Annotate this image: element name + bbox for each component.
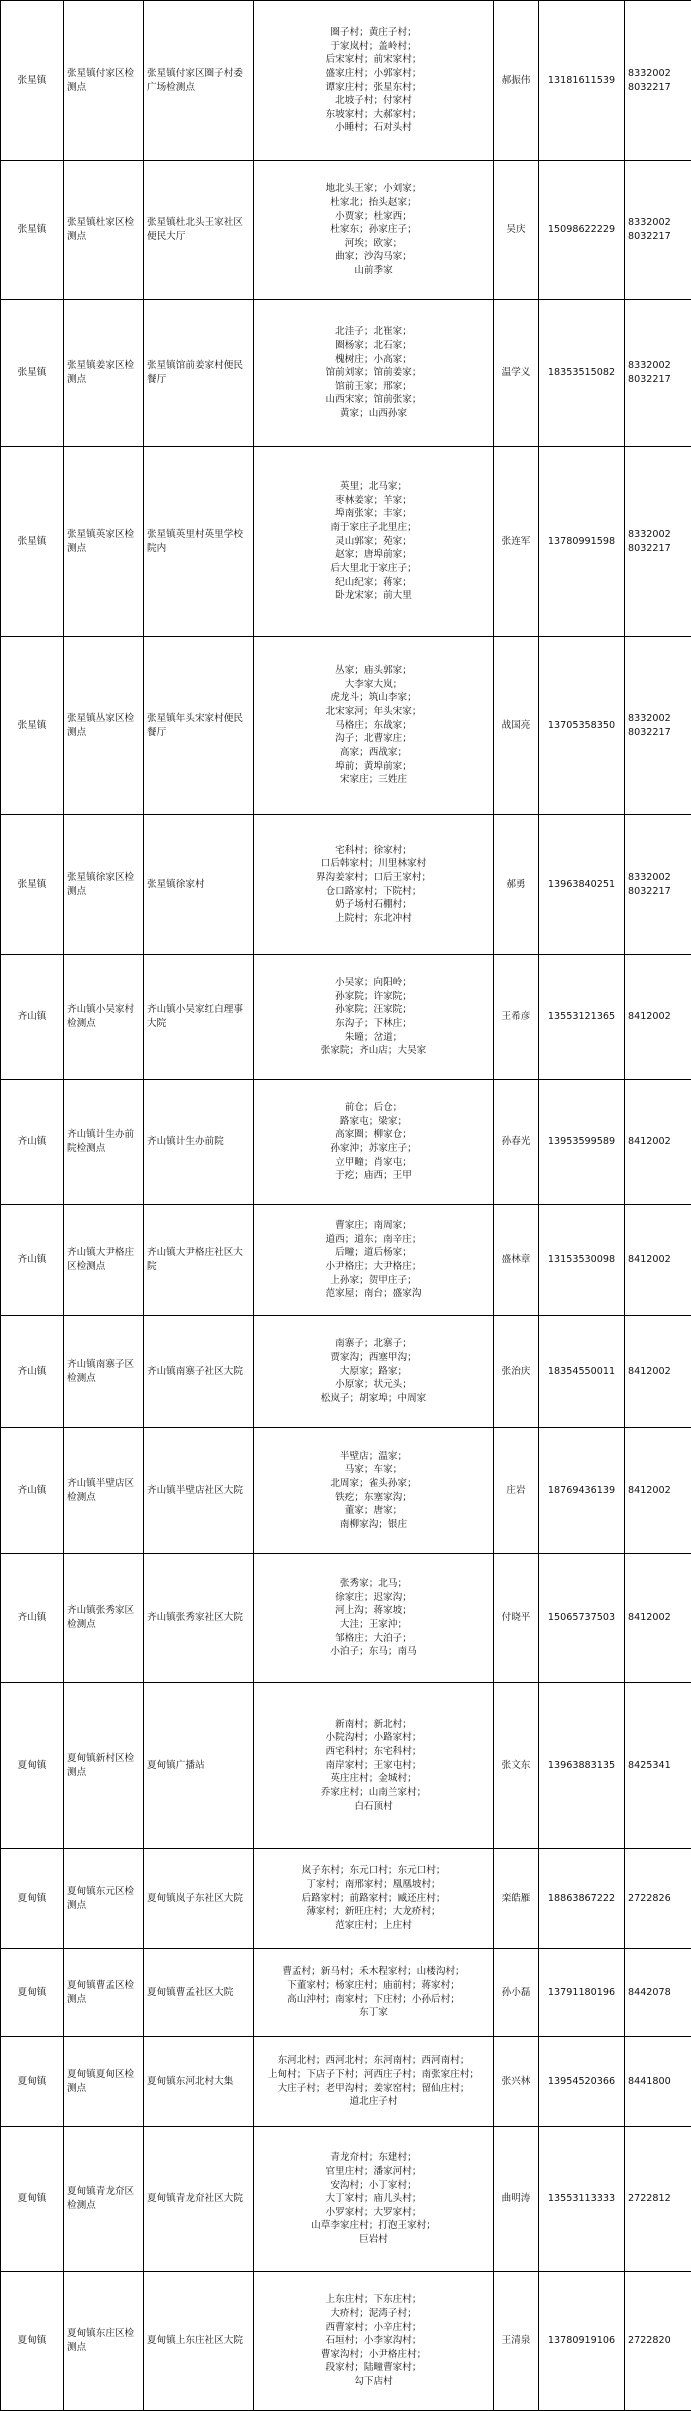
table-row: [1, 2127, 691, 2272]
table-row: [1, 637, 691, 815]
village-line: 口后韩家村；川里林家村: [256, 857, 491, 871]
village-line: 赵家；唐埠前家；: [256, 548, 491, 562]
contact-person-cell: 吴庆: [494, 161, 539, 300]
office-tel-line: 8332002: [628, 67, 691, 81]
checkpoint-name-cell: 齐山镇半壁店区检测点: [64, 1428, 144, 1554]
village-line: 马家；车家；: [256, 1463, 491, 1477]
village-line: 薄家村；新旺庄村；大龙疥村；: [256, 1905, 491, 1919]
checkpoint-name-cell: 张星镇英家区检测点: [64, 447, 144, 637]
village-line: 巨岩村: [256, 2233, 491, 2247]
office-tel-line: 8412002: [628, 1611, 691, 1625]
village-line: 新南村；新北村；: [256, 1718, 491, 1732]
village-line: 灵山郭家；苑家；: [256, 535, 491, 549]
village-line: 范家屋；南台；盛家沟: [256, 1287, 491, 1301]
villages-cell: [254, 815, 494, 955]
village-line: 后疃；道后杨家；: [256, 1246, 491, 1260]
contact-person-cell: 张治庆: [494, 1316, 539, 1428]
office-tel-line: 8032217: [628, 726, 691, 740]
village-line: 曹家沟村；小尹格庄村；: [256, 2348, 491, 2362]
mobile-phone-cell: 13705358350: [539, 637, 625, 815]
contact-person-cell: 庄岩: [494, 1428, 539, 1554]
mobile-phone-cell: 13153530098: [539, 1205, 625, 1316]
location-cell: 夏甸镇青龙夼社区大院: [144, 2127, 254, 2272]
village-line: 贾家沟；西塞甲沟；: [256, 1351, 491, 1365]
village-line: 孙家院；许家院；: [256, 990, 491, 1004]
village-line: 西曹家村；小辛庄村；: [256, 2321, 491, 2335]
table-row: [1, 1683, 691, 1849]
contact-person-cell: 曲明涛: [494, 2127, 539, 2272]
town-cell: 张星镇: [1, 300, 64, 447]
office-tel-cell: [625, 2127, 691, 2272]
villages-cell: [254, 447, 494, 637]
mobile-phone-cell: 13181611539: [539, 1, 625, 161]
town-cell: 夏甸镇: [1, 2272, 64, 2411]
village-line: 铁疙；东塞家沟；: [256, 1491, 491, 1505]
office-tel-cell: [625, 2037, 691, 2127]
office-tel-line: 8332002: [628, 359, 691, 373]
mobile-phone-cell: 13780991598: [539, 447, 625, 637]
contact-person-cell: 孙小磊: [494, 1949, 539, 2037]
village-line: 安沟村；小丁家村；: [256, 2179, 491, 2193]
office-tel-line: 8332002: [628, 871, 691, 885]
mobile-phone-cell: 13791180196: [539, 1949, 625, 2037]
office-tel-cell: [625, 815, 691, 955]
villages-cell: [254, 955, 494, 1080]
location-cell: 齐山镇计生办前院: [144, 1080, 254, 1205]
village-line: 邹格庄；大泊子；: [256, 1632, 491, 1646]
village-line: 上院村；东北冲村: [256, 912, 491, 926]
office-tel-line: 8032217: [628, 542, 691, 556]
location-cell: 张星镇徐家村: [144, 815, 254, 955]
table-row: [1, 1205, 691, 1316]
village-line: 孙家院；汪家院；: [256, 1003, 491, 1017]
contact-person-cell: 盛林章: [494, 1205, 539, 1316]
village-line: 大原家；路家；: [256, 1365, 491, 1379]
checkpoint-name-cell: 张星镇付家区检测点: [64, 1, 144, 161]
village-line: 石垣村；小李家沟村；: [256, 2334, 491, 2348]
office-tel-cell: [625, 955, 691, 1080]
contact-person-cell: 王希彦: [494, 955, 539, 1080]
village-line: 官里庄村；潘家河村；: [256, 2165, 491, 2179]
town-cell: 齐山镇: [1, 1428, 64, 1554]
checkpoint-name-cell: 齐山镇小吴家村检测点: [64, 955, 144, 1080]
office-tel-cell: [625, 1080, 691, 1205]
village-line: 沟子；北曹家庄；: [256, 732, 491, 746]
village-line: 北宋家河；年头宋家；: [256, 705, 491, 719]
table-row: [1, 1316, 691, 1428]
village-line: 东沟子；下林庄；: [256, 1017, 491, 1031]
village-line: 勾下店村: [256, 2375, 491, 2389]
office-tel-line: 8425341: [628, 1759, 691, 1773]
office-tel-line: 8032217: [628, 81, 691, 95]
village-line: 北洼子；北崔家；: [256, 325, 491, 339]
location-cell: 夏甸镇东河北村大集: [144, 2037, 254, 2127]
office-tel-line: 8332002: [628, 712, 691, 726]
village-line: 仓口路家村；下院村；: [256, 885, 491, 899]
village-line: 南寨子；北寨子；: [256, 1337, 491, 1351]
village-line: 大丁家村；庙儿头村；: [256, 2192, 491, 2206]
location-cell: 齐山镇南寨子社区大院: [144, 1316, 254, 1428]
village-line: 河上沟；蒋家坡；: [256, 1604, 491, 1618]
office-tel-line: 8032217: [628, 373, 691, 387]
office-tel-line: 8412002: [628, 1484, 691, 1498]
village-line: 英庄庄村；金城村；: [256, 1772, 491, 1786]
village-line: 山西宋家；馆前张家；: [256, 393, 491, 407]
village-line: 于家岚村；盖岭村；: [256, 40, 491, 54]
office-tel-cell: [625, 1428, 691, 1554]
village-line: 小罗家村；大罗家村；: [256, 2206, 491, 2220]
table-row: [1, 1428, 691, 1554]
village-line: 杜家北；抬头赵家；: [256, 196, 491, 210]
village-line: 上东庄村；下东庄村；: [256, 2293, 491, 2307]
table-row: [1, 447, 691, 637]
village-line: 岚子东村；东元口村；东元口村；: [256, 1864, 491, 1878]
village-line: 南岸家村；王家屯村；: [256, 1759, 491, 1773]
town-cell: 张星镇: [1, 637, 64, 815]
villages-cell: [254, 1428, 494, 1554]
contact-person-cell: 栾皓雁: [494, 1849, 539, 1949]
checkpoint-name-cell: 张星镇姜家区检测点: [64, 300, 144, 447]
village-line: 曹孟村；新马村；禾木程家村；山楼沟村；: [256, 1965, 491, 1979]
office-tel-line: 8332002: [628, 528, 691, 542]
town-cell: 齐山镇: [1, 955, 64, 1080]
office-tel-line: 8412002: [628, 1253, 691, 1267]
mobile-phone-cell: 13963840251: [539, 815, 625, 955]
contact-person-cell: 张文东: [494, 1683, 539, 1849]
town-cell: 齐山镇: [1, 1554, 64, 1683]
office-tel-cell: [625, 1683, 691, 1849]
villages-cell: [254, 300, 494, 447]
village-line: 路家屯；梁家；: [256, 1115, 491, 1129]
village-line: 高家；西战家；: [256, 746, 491, 760]
village-line: 小尹格庄；大尹格庄；: [256, 1260, 491, 1274]
contact-person-cell: 郝振伟: [494, 1, 539, 161]
location-cell: 齐山镇大尹格庄社区大院: [144, 1205, 254, 1316]
contact-person-cell: 孙春光: [494, 1080, 539, 1205]
office-tel-cell: [625, 1949, 691, 2037]
village-line: 道北庄子村: [256, 2095, 491, 2109]
village-line: 地北头王家；小刘家；: [256, 182, 491, 196]
village-line: 槐树庄；小高家；: [256, 353, 491, 367]
office-tel-cell: [625, 447, 691, 637]
villages-cell: [254, 1, 494, 161]
checkpoint-name-cell: 夏甸镇东庄区检测点: [64, 2272, 144, 2411]
town-cell: 张星镇: [1, 447, 64, 637]
village-line: 朱曈；岔道；: [256, 1031, 491, 1045]
office-tel-cell: [625, 1849, 691, 1949]
location-cell: 张星镇付家区圈子村委广场检测点: [144, 1, 254, 161]
village-line: 董家；唐家；: [256, 1504, 491, 1518]
village-line: 高家圈；柳家仓；: [256, 1128, 491, 1142]
town-cell: 夏甸镇: [1, 1683, 64, 1849]
village-line: 张家院；齐山店；大吴家: [256, 1044, 491, 1058]
location-cell: 夏甸镇广播站: [144, 1683, 254, 1849]
village-line: 虎龙斗；筑山李家；: [256, 691, 491, 705]
checkpoint-name-cell: 张星镇杜家区检测点: [64, 161, 144, 300]
office-tel-cell: [625, 1316, 691, 1428]
village-line: 段家村；陆疃曹家村；: [256, 2361, 491, 2375]
village-line: 宋家庄；三姓庄: [256, 773, 491, 787]
villages-cell: [254, 161, 494, 300]
village-line: 东河北村；西河北村；东河南村；西河南村；: [256, 2054, 491, 2068]
mobile-phone-cell: 13780919106: [539, 2272, 625, 2411]
village-line: 埠南张家；丰家；: [256, 507, 491, 521]
village-line: 界沟姜家村；口后王家村；: [256, 871, 491, 885]
villages-cell: [254, 637, 494, 815]
village-line: 北周家；雀头孙家；: [256, 1477, 491, 1491]
village-line: 东坡家村；大郝家村；: [256, 108, 491, 122]
village-line: 后宋家村；前宋家村；: [256, 53, 491, 67]
village-line: 曲家；沙沟马家；: [256, 250, 491, 264]
checkpoint-name-cell: 张星镇丛家区检测点: [64, 637, 144, 815]
village-line: 山前季家: [256, 264, 491, 278]
contact-person-cell: 郝勇: [494, 815, 539, 955]
town-cell: 齐山镇: [1, 1080, 64, 1205]
contact-person-cell: 付晓平: [494, 1554, 539, 1683]
location-cell: 夏甸镇岚子东社区大院: [144, 1849, 254, 1949]
village-line: 大庄子村；老甲沟村；姜家窑村；留仙庄村；: [256, 2082, 491, 2096]
town-cell: 齐山镇: [1, 1205, 64, 1316]
checkpoint-name-cell: 夏甸镇青龙夼区检测点: [64, 2127, 144, 2272]
village-line: 立甲疃；肖家屯；: [256, 1156, 491, 1170]
village-line: 丁家村；南邢家村；凰凰坡村；: [256, 1878, 491, 1892]
village-line: 宅科村；徐家村；: [256, 844, 491, 858]
checkpoint-name-cell: 张星镇徐家区检测点: [64, 815, 144, 955]
villages-cell: [254, 1316, 494, 1428]
village-line: 小院沟村；小路家村；: [256, 1731, 491, 1745]
village-line: 前仓；后仓；: [256, 1101, 491, 1115]
table-row: [1, 1949, 691, 2037]
table-row: [1, 1554, 691, 1683]
office-tel-line: 2722820: [628, 2334, 691, 2348]
villages-cell: [254, 2037, 494, 2127]
town-cell: 张星镇: [1, 815, 64, 955]
village-line: 白石顶村: [256, 1800, 491, 1814]
location-cell: 齐山镇小吴家红白理事大院: [144, 955, 254, 1080]
mobile-phone-cell: 15098622229: [539, 161, 625, 300]
village-line: 枣林姜家；羊家；: [256, 494, 491, 508]
mobile-phone-cell: 15065737503: [539, 1554, 625, 1683]
town-cell: 夏甸镇: [1, 2037, 64, 2127]
village-line: 大洼；王家沖；: [256, 1618, 491, 1632]
town-cell: 夏甸镇: [1, 1949, 64, 2037]
office-tel-cell: [625, 2272, 691, 2411]
mobile-phone-cell: 13953599589: [539, 1080, 625, 1205]
village-line: 谭家庄村；张星东村；: [256, 81, 491, 95]
village-line: 后大里北于家庄子；: [256, 562, 491, 576]
contact-person-cell: 战国亮: [494, 637, 539, 815]
village-line: 英里；北马家；: [256, 480, 491, 494]
village-line: 西宅科村；东宅科村；: [256, 1745, 491, 1759]
village-line: 埠前；黄埠前家；: [256, 760, 491, 774]
checkpoint-name-cell: 齐山镇张秀家区检测点: [64, 1554, 144, 1683]
mobile-phone-cell: 13553121365: [539, 955, 625, 1080]
village-line: 徐家庄；迟家沟；: [256, 1591, 491, 1605]
village-line: 小睡村；石对头村: [256, 121, 491, 135]
villages-cell: [254, 2127, 494, 2272]
village-line: 北坡子村；付家村: [256, 94, 491, 108]
table-row: [1, 815, 691, 955]
village-line: 黄家；山西孙家: [256, 407, 491, 421]
checkpoint-name-cell: 夏甸镇夏甸区检测点: [64, 2037, 144, 2127]
villages-cell: [254, 1205, 494, 1316]
village-line: 山草李家庄村；打泡王家村；: [256, 2219, 491, 2233]
villages-cell: [254, 1849, 494, 1949]
location-cell: 齐山镇张秀家社区大院: [144, 1554, 254, 1683]
location-cell: 张星镇英里村英里学校院内: [144, 447, 254, 637]
office-tel-cell: [625, 161, 691, 300]
village-line: 河埃；欧家；: [256, 237, 491, 251]
village-line: 上甸村；下店子下村；河西庄子村；南张家庄村；: [256, 2068, 491, 2082]
town-cell: 张星镇: [1, 1, 64, 161]
mobile-phone-cell: 13954520366: [539, 2037, 625, 2127]
village-line: 半壁店；温家；: [256, 1450, 491, 1464]
mobile-phone-cell: 18769436139: [539, 1428, 625, 1554]
table-row: [1, 1849, 691, 1949]
office-tel-line: 8442078: [628, 1986, 691, 2000]
table-row: [1, 955, 691, 1080]
table-row: [1, 1080, 691, 1205]
village-line: 大李家大岚；: [256, 678, 491, 692]
checkpoint-name-cell: 齐山镇南寨子区检测点: [64, 1316, 144, 1428]
village-line: 南于家庄子北里庄；: [256, 521, 491, 535]
villages-cell: [254, 1080, 494, 1205]
village-line: 馆前王家；邢家；: [256, 380, 491, 394]
table-row: [1, 300, 691, 447]
table-body: [1, 1, 691, 2411]
table-row: [1, 161, 691, 300]
village-line: 纪山纪家；蒋家；: [256, 576, 491, 590]
office-tel-line: 8441800: [628, 2075, 691, 2089]
town-cell: 张星镇: [1, 161, 64, 300]
town-cell: 夏甸镇: [1, 1849, 64, 1949]
village-line: 道西；道东；南辛庄；: [256, 1233, 491, 1247]
village-line: 大疥村；泥湾子村；: [256, 2307, 491, 2321]
office-tel-line: 8332002: [628, 216, 691, 230]
contact-person-cell: 温学义: [494, 300, 539, 447]
village-line: 奶子场村石棚村；: [256, 898, 491, 912]
office-tel-line: 8412002: [628, 1010, 691, 1024]
checkpoint-name-cell: 齐山镇计生办前院检测点: [64, 1080, 144, 1205]
location-cell: 夏甸镇曹孟社区大院: [144, 1949, 254, 2037]
checkpoint-name-cell: 夏甸镇曹孟区检测点: [64, 1949, 144, 2037]
office-tel-line: 2722826: [628, 1892, 691, 1906]
village-line: 于疙；庙西；王甲: [256, 1169, 491, 1183]
office-tel-cell: [625, 300, 691, 447]
table-row: [1, 1, 691, 161]
village-line: 圈子村；黄庄子村；: [256, 26, 491, 40]
contact-person-cell: 王清泉: [494, 2272, 539, 2411]
village-line: 小吴家；向阳岭；: [256, 976, 491, 990]
location-cell: 张星镇年头宋家村便民餐厅: [144, 637, 254, 815]
checkpoint-name-cell: 夏甸镇东元区检测点: [64, 1849, 144, 1949]
village-line: 小原家；状元头；: [256, 1378, 491, 1392]
location-cell: 齐山镇半壁店社区大院: [144, 1428, 254, 1554]
village-line: 高山沖村；南家村；下庄村；小孙后村；: [256, 1993, 491, 2007]
table-row: [1, 2272, 691, 2411]
office-tel-line: 8032217: [628, 230, 691, 244]
village-line: 丛家；庙头郭家；: [256, 664, 491, 678]
mobile-phone-cell: 18863867222: [539, 1849, 625, 1949]
office-tel-cell: [625, 1205, 691, 1316]
mobile-phone-cell: 18353515082: [539, 300, 625, 447]
village-line: 马格庄；东战家；: [256, 719, 491, 733]
village-line: 东丁家: [256, 2006, 491, 2020]
mobile-phone-cell: 18354550011: [539, 1316, 625, 1428]
mobile-phone-cell: 13963883135: [539, 1683, 625, 1849]
village-line: 孙家沖；苏家庄子；: [256, 1142, 491, 1156]
location-cell: 夏甸镇上东庄社区大院: [144, 2272, 254, 2411]
office-tel-cell: [625, 1, 691, 161]
villages-cell: [254, 2272, 494, 2411]
village-line: 张秀家；北马；: [256, 1577, 491, 1591]
table-row: [1, 2037, 691, 2127]
village-line: 上孙家；贺甲庄子；: [256, 1274, 491, 1288]
checkpoint-name-cell: 夏甸镇新村区检测点: [64, 1683, 144, 1849]
location-cell: 张星镇杜北头王家社区便民大厅: [144, 161, 254, 300]
villages-cell: [254, 1554, 494, 1683]
villages-cell: [254, 1683, 494, 1849]
village-line: 曹家庄；南周家；: [256, 1219, 491, 1233]
town-cell: 夏甸镇: [1, 2127, 64, 2272]
contact-person-cell: 张兴林: [494, 2037, 539, 2127]
checkpoint-name-cell: 齐山镇大尹格庄区检测点: [64, 1205, 144, 1316]
office-tel-line: 8412002: [628, 1365, 691, 1379]
office-tel-cell: [625, 1554, 691, 1683]
villages-cell: [254, 1949, 494, 2037]
village-line: 松岚子；胡家埠；中周家: [256, 1392, 491, 1406]
village-line: 下董家村；杨家庄村；庙前村；蒋家村；: [256, 1979, 491, 1993]
village-line: 小贾家；杜家西；: [256, 210, 491, 224]
office-tel-line: 8032217: [628, 885, 691, 899]
village-line: 圈杨家；北石家；: [256, 339, 491, 353]
village-line: 盛家庄村；小郭家村；: [256, 67, 491, 81]
village-line: 小泊子；东马；南马: [256, 1645, 491, 1659]
village-line: 范家庄村；上庄村: [256, 1919, 491, 1933]
location-cell: 张星镇馆前姜家村便民餐厅: [144, 300, 254, 447]
village-line: 馆前刘家；馆前姜家；: [256, 366, 491, 380]
mobile-phone-cell: 13553113333: [539, 2127, 625, 2272]
village-line: 南柳家沟；银庄: [256, 1518, 491, 1532]
town-cell: 齐山镇: [1, 1316, 64, 1428]
village-line: 卧龙宋家；前大里: [256, 589, 491, 603]
office-tel-line: 8412002: [628, 1135, 691, 1149]
contact-person-cell: 张连军: [494, 447, 539, 637]
village-line: 乔家庄村；山南兰家村；: [256, 1786, 491, 1800]
office-tel-line: 2722812: [628, 2192, 691, 2206]
village-line: 青龙夼村；东建村；: [256, 2151, 491, 2165]
office-tel-cell: [625, 637, 691, 815]
village-line: 杜家东；孙家庄子；: [256, 223, 491, 237]
village-line: 后路家村；前路家村；臧还庄村；: [256, 1892, 491, 1906]
